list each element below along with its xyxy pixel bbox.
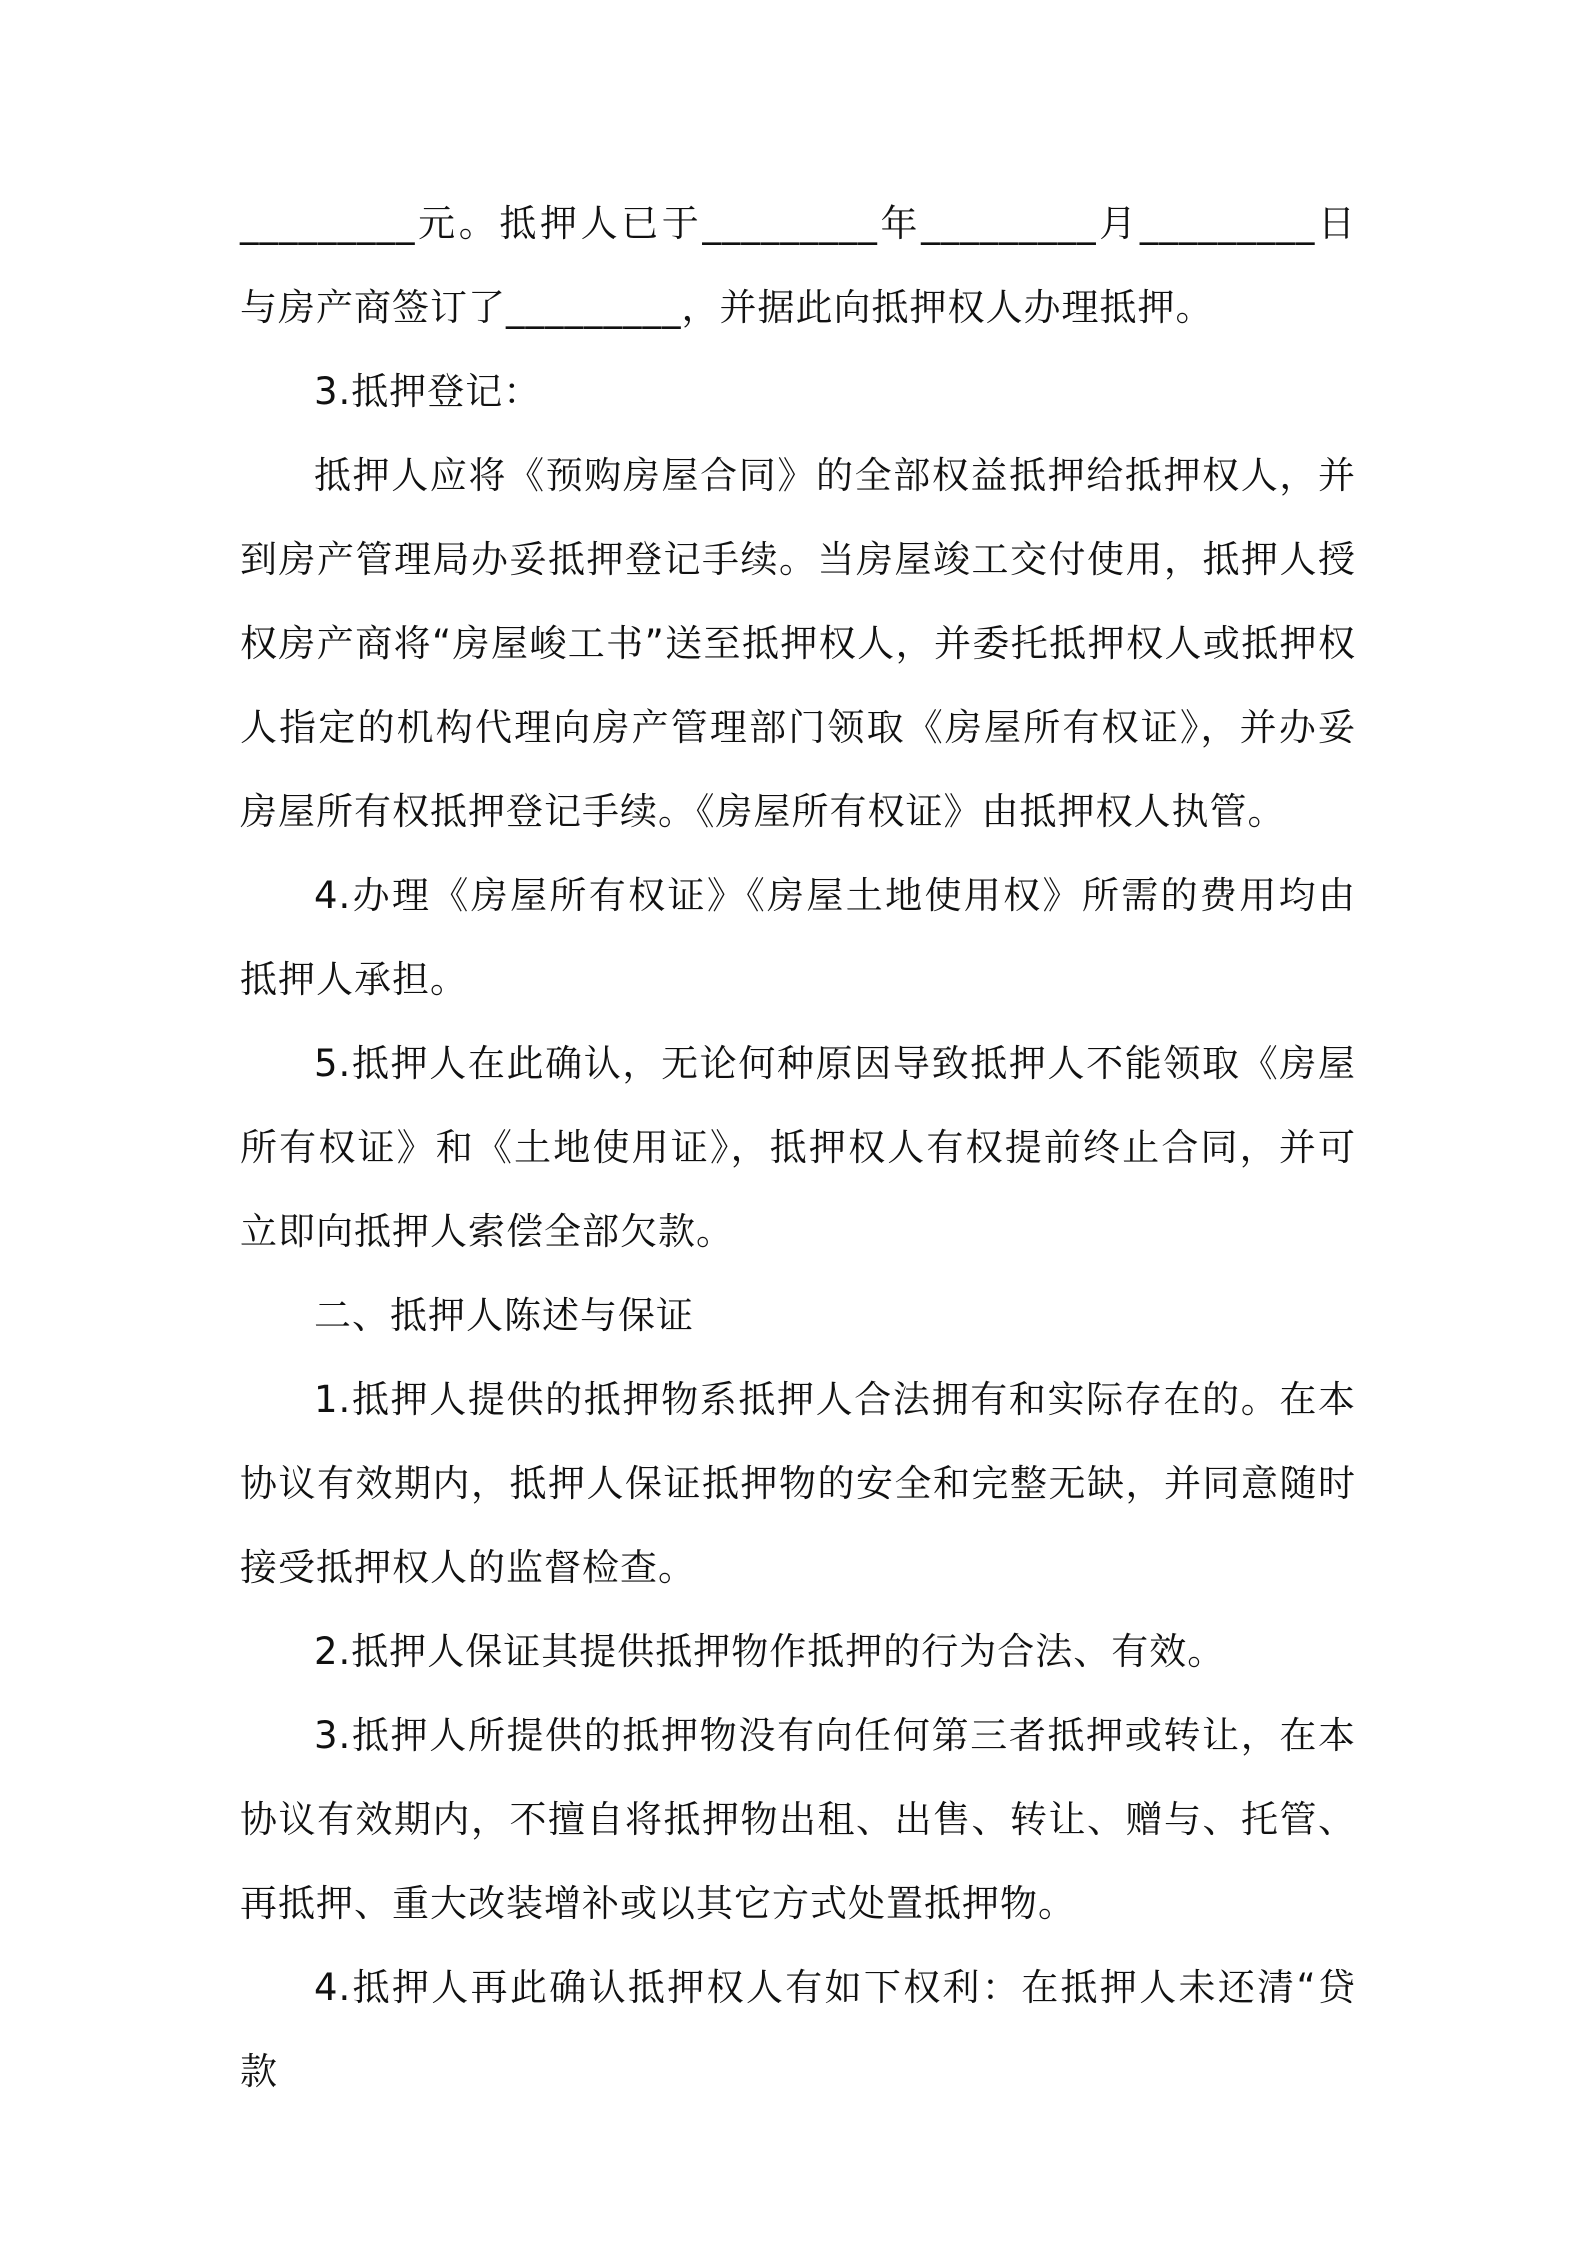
paragraph-3: 抵押人应将《预购房屋合同》的全部权益抵押给抵押权人，并到房产管理局办妥抵押登记手续。当房屋竣工交付使用，抵押人授权房产商将“房屋峻工书”送至抵押权人，并委托抵押权人或抵押权人指定的机构代理向房产管理部门领取《房屋所有权证》，并办妥房屋所有权抵押登记手续。《房屋所有权证》由抵押权人执管。 bbox=[240, 454, 1356, 833]
section-heading: 二、抵押人陈述与保证 bbox=[314, 1294, 694, 1337]
paragraph-5: 5.抵押人在此确认，无论何种原因导致抵押人不能领取《房屋所有权证》和《土地使用证》，抵押权人有权提前终止合同，并可立即向抵押人索偿全部欠款。 bbox=[240, 1042, 1356, 1253]
paragraph-4: 4.办理《房屋所有权证》《房屋土地使用权》所需的费用均由抵押人承担。 bbox=[240, 874, 1356, 1001]
paragraph-2: 3.抵押登记： bbox=[314, 370, 542, 413]
paragraph-7: 1.抵押人提供的抵押物系抵押人合法拥有和实际存在的。在本协议有效期内，抵押人保证抵押物的安全和完整无缺，并同意随时接受抵押权人的监督检查。 bbox=[240, 1378, 1356, 1589]
paragraph-1: _________元。抵押人已于_________年_________月_________日与房产商签订了_________，并据此向抵押权人办理抵押。 bbox=[240, 202, 1356, 329]
paragraph-8: 2.抵押人保证其提供抵押物作抵押的行为合法、有效。 bbox=[314, 1630, 1226, 1673]
document-body bbox=[240, 182, 1356, 2114]
paragraph-9: 3.抵押人所提供的抵押物没有向任何第三者抵押或转让，在本协议有效期内，不擅自将抵押物出租、出售、转让、赠与、托管、再抵押、重大改装增补或以其它方式处置抵押物。 bbox=[240, 1714, 1356, 1925]
paragraph-10: 4.抵押人再此确认抵押权人有如下权利：在抵押人未还清“贷款 bbox=[240, 1966, 1356, 2093]
